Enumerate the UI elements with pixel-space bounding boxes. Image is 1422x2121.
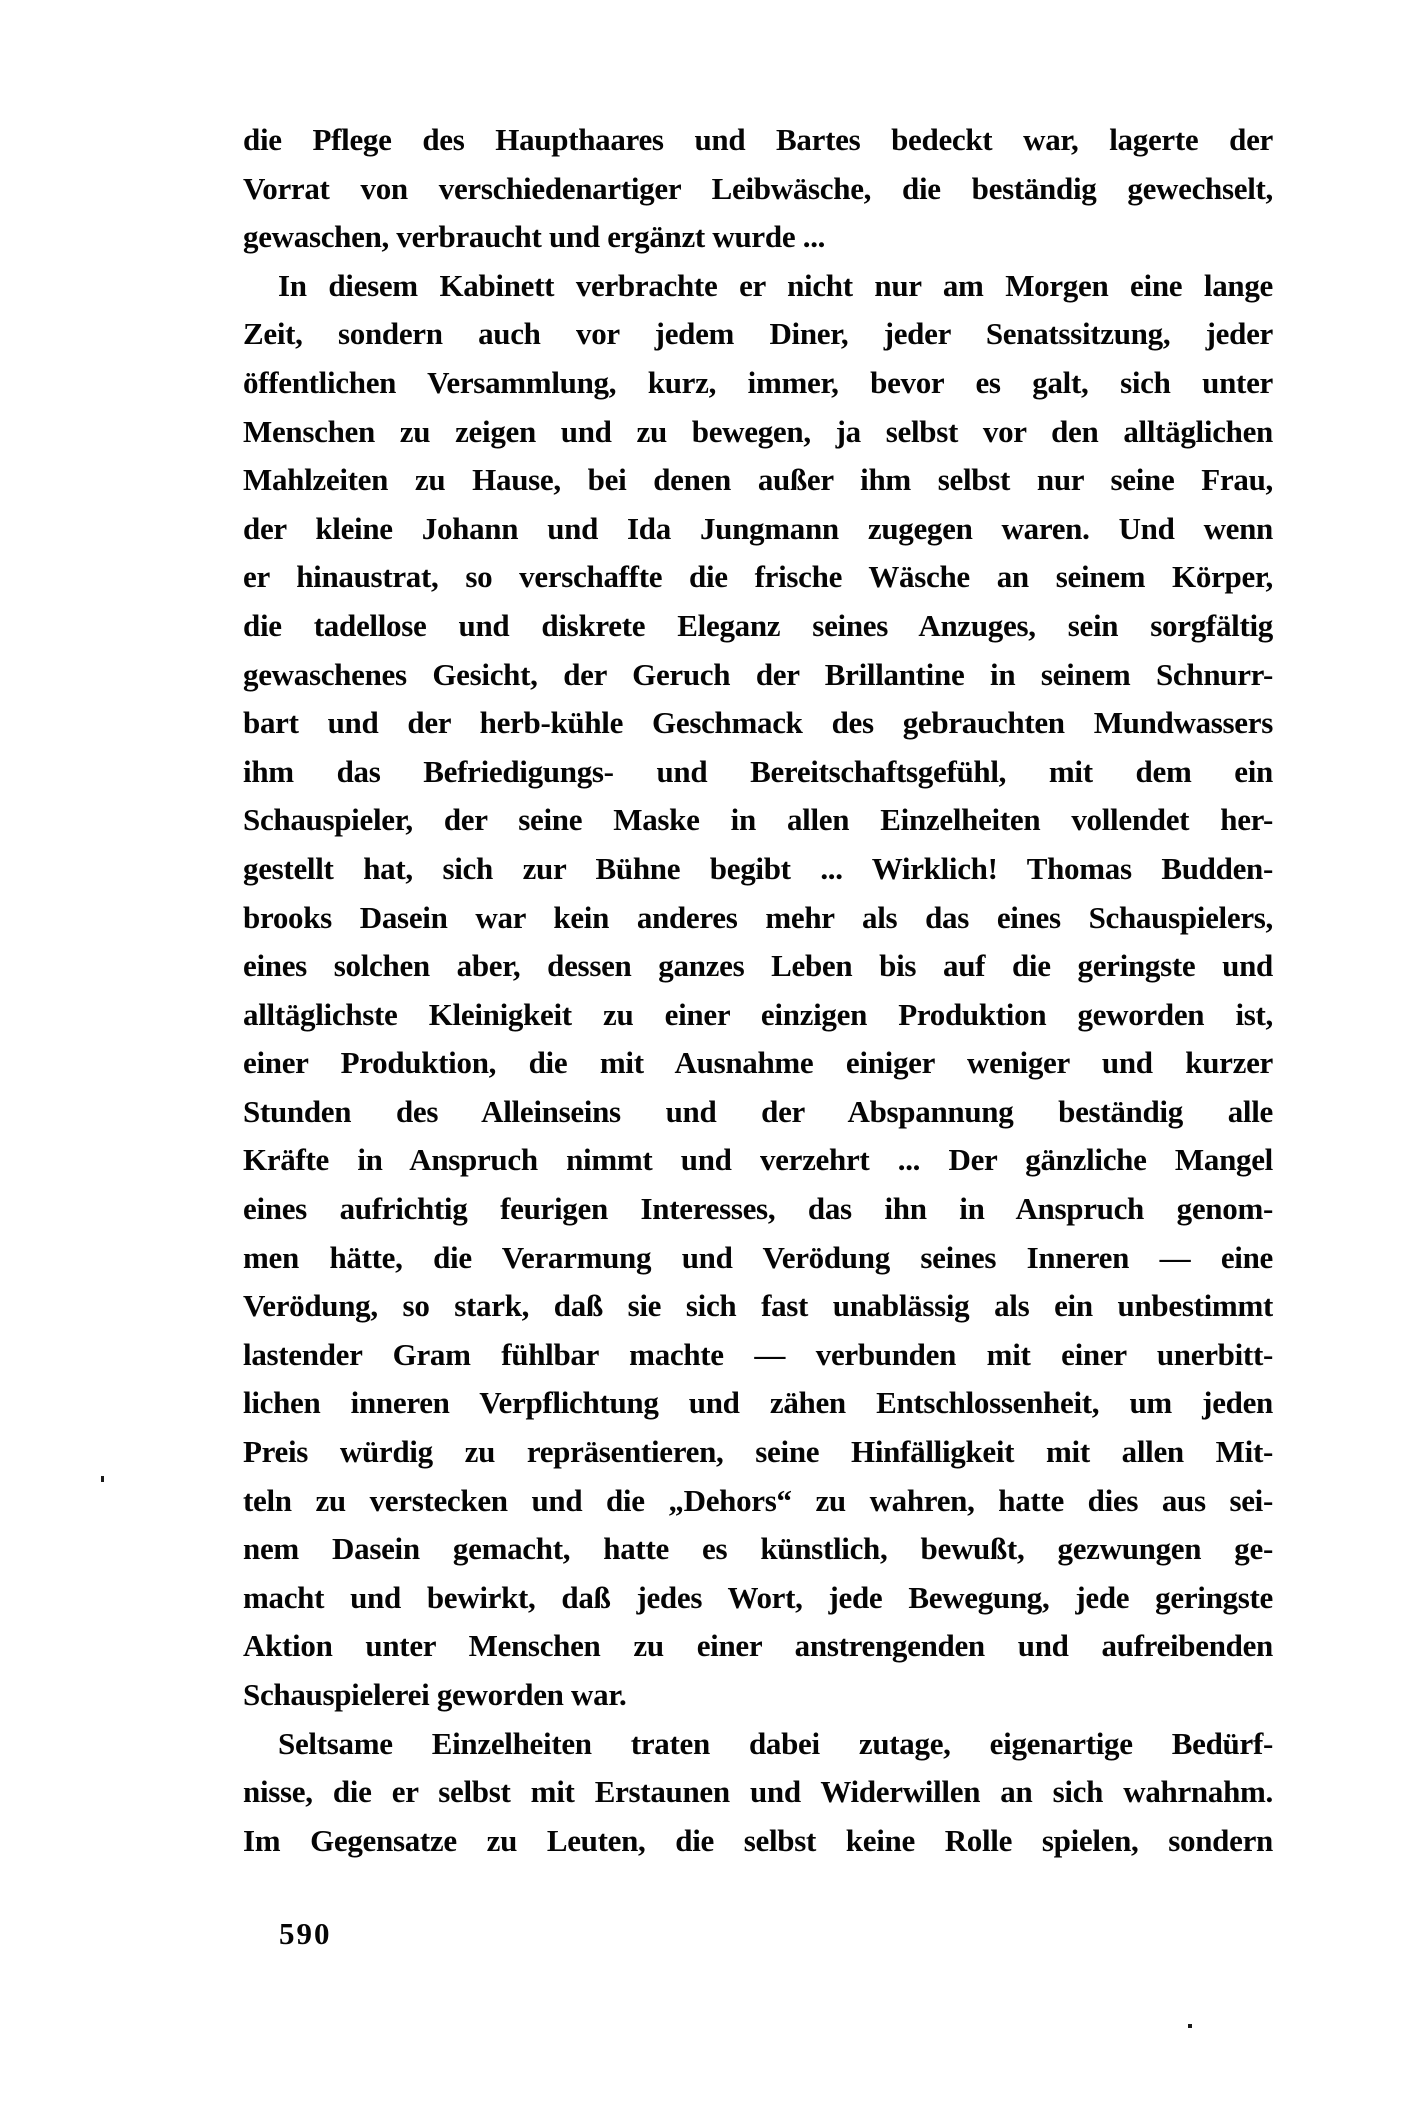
page-number: 590 bbox=[279, 1916, 332, 1951]
text-line: nem Dasein gemacht, hatte es künstlich, bewußt, gezwungen ge- bbox=[243, 1531, 1273, 1567]
text-line: die tadellose und diskrete Eleganz seines Anzuges, sein sorgfältig bbox=[243, 607, 1273, 643]
text-line: Preis würdig zu repräsentieren, seine Hinfälligkeit mit allen Mit- bbox=[243, 1434, 1273, 1470]
text-line: gewaschenes Gesicht, der Geruch der Brillantine in seinem Schnurr- bbox=[243, 656, 1273, 692]
scan-speck bbox=[1188, 2024, 1192, 2028]
text-line: nisse, die er selbst mit Erstaunen und Widerwillen an sich wahrnahm. bbox=[243, 1774, 1273, 1810]
text-line: Schauspieler, der seine Maske in allen Einzelheiten vollendet her- bbox=[243, 802, 1273, 838]
text-line: bart und der herb-kühle Geschmack des gebrauchten Mundwassers bbox=[243, 705, 1273, 741]
text-line: der kleine Johann und Ida Jungmann zugegen waren. Und wenn bbox=[243, 510, 1273, 546]
text-line: einer Produktion, die mit Ausnahme einiger weniger und kurzer bbox=[243, 1045, 1273, 1081]
scan-speck bbox=[101, 1476, 104, 1482]
text-line: Stunden des Alleinseins und der Abspannung beständig alle bbox=[243, 1093, 1273, 1129]
page-text-block bbox=[243, 116, 1273, 1865]
text-line: die Pflege des Haupthaares und Bartes bedeckt war, lagerte der bbox=[243, 122, 1273, 157]
text-line: lastender Gram fühlbar machte — verbunden mit einer unerbitt- bbox=[243, 1336, 1273, 1372]
text-line: gewaschen, verbraucht und ergänzt wurde ... bbox=[243, 219, 826, 255]
text-line: Aktion unter Menschen zu einer anstrengenden und aufreibenden bbox=[243, 1628, 1273, 1664]
text-line: Menschen zu zeigen und zu bewegen, ja selbst vor den alltäglichen bbox=[243, 413, 1273, 449]
text-line: teln zu verstecken und die „Dehors“ zu wahren, hatte dies aus sei- bbox=[243, 1482, 1273, 1518]
text-line: men hätte, die Verarmung und Verödung seines Inneren — eine bbox=[243, 1239, 1273, 1275]
paragraph bbox=[243, 262, 1273, 1720]
text-line: Mahlzeiten zu Hause, bei denen außer ihm selbst nur seine Frau, bbox=[243, 462, 1273, 498]
paragraph bbox=[243, 1720, 1273, 1866]
text-line: alltäglichste Kleinigkeit zu einer einzigen Produktion geworden ist, bbox=[243, 996, 1273, 1032]
text-line: Schauspielerei geworden war. bbox=[243, 1677, 627, 1712]
text-line: Seltsame Einzelheiten traten dabei zutage, eigenartige Bedürf- bbox=[278, 1725, 1273, 1761]
text-line: macht und bewirkt, daß jedes Wort, jede Bewegung, jede geringste bbox=[243, 1579, 1273, 1615]
text-line: lichen inneren Verpflichtung und zähen Entschlossenheit, um jeden bbox=[243, 1385, 1273, 1421]
text-line: eines aufrichtig feurigen Interesses, das ihn in Anspruch genom- bbox=[243, 1191, 1273, 1227]
text-line: brooks Dasein war kein anderes mehr als das eines Schauspielers, bbox=[243, 899, 1273, 935]
text-line: öffentlichen Versammlung, kurz, immer, bevor es galt, sich unter bbox=[243, 364, 1273, 400]
text-line: Verödung, so stark, daß sie sich fast unablässig als ein unbestimmt bbox=[243, 1288, 1273, 1324]
text-line: Zeit, sondern auch vor jedem Diner, jeder Senatssitzung, jeder bbox=[243, 316, 1273, 352]
paragraph bbox=[243, 116, 1273, 262]
text-line: Kräfte in Anspruch nimmt und verzehrt ... Der gänzliche Mangel bbox=[243, 1142, 1273, 1178]
text-line: er hinaustrat, so verschaffte die frische Wäsche an seinem Körper, bbox=[243, 559, 1273, 595]
text-line: Vorrat von verschiedenartiger Leibwäsche, die beständig gewechselt, bbox=[243, 170, 1273, 206]
text-line: Im Gegensatze zu Leuten, die selbst keine Rolle spielen, sondern bbox=[243, 1822, 1273, 1858]
text-line: ihm das Befriedigungs- und Bereitschaftsgefühl, mit dem ein bbox=[243, 753, 1273, 789]
text-line: In diesem Kabinett verbrachte er nicht nur am Morgen eine lange bbox=[278, 267, 1273, 303]
text-line: gestellt hat, sich zur Bühne begibt ... Wirklich! Thomas Budden- bbox=[243, 850, 1273, 886]
text-line: eines solchen aber, dessen ganzes Leben bis auf die geringste und bbox=[243, 948, 1273, 984]
